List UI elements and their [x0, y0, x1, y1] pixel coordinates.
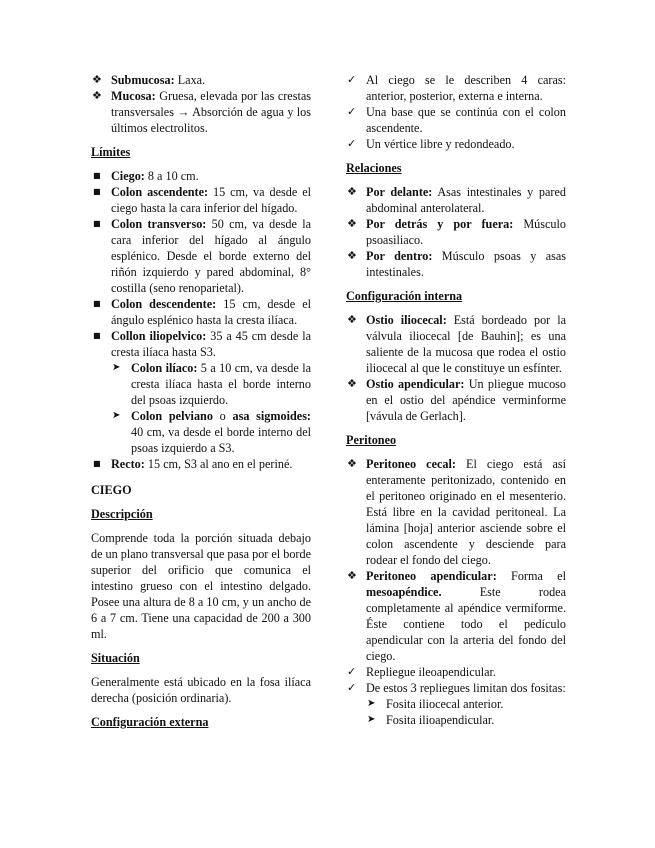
list-item	[346, 664, 566, 680]
sub-list-item	[366, 712, 566, 728]
section-heading-ciego: CIEGO	[91, 483, 132, 497]
item-text: 15 cm, desde el ángulo esplénico hasta la cresta ilíaca.	[111, 297, 311, 327]
list-item	[91, 168, 311, 184]
fositas-sublist	[366, 696, 566, 728]
square-bullet-icon: ■	[93, 171, 101, 180]
section-heading-relaciones: Relaciones	[346, 161, 402, 175]
item-text: Repliegue ileoapendicular.	[366, 665, 496, 679]
item-term: Collon iliopelvico:	[111, 329, 207, 343]
section-heading-peritoneo: Peritoneo	[346, 433, 397, 447]
square-bullet-icon: ■	[93, 187, 101, 196]
arrow-bullet-icon: ➤	[367, 714, 376, 725]
diamond-bullet-icon: ❖	[347, 313, 357, 326]
diamond-bullet-icon: ❖	[92, 89, 102, 102]
item-text: o	[212, 409, 233, 423]
section-heading-descripcion: Descripción	[91, 507, 153, 521]
list-item	[91, 184, 311, 216]
item-text: Un pliegue mucoso en el ostio del apéndice verminforme [vávula de Gerlach].	[366, 377, 566, 423]
diamond-bullet-icon: ❖	[347, 185, 357, 198]
limites-list	[91, 168, 311, 472]
list-item	[91, 72, 311, 88]
item-text: Músculo psoas y asas intestinales.	[366, 249, 567, 279]
list-item	[91, 456, 311, 472]
check-bullet-icon: ✓	[347, 681, 357, 694]
list-item	[91, 296, 311, 328]
item-text: 15 cm, va desde el ciego hasta la cara inferior del hígado.	[111, 185, 311, 215]
config-interna-list	[346, 312, 566, 424]
item-text: Un vértice libre y redondeado.	[366, 137, 515, 151]
section-heading-limites: Límites	[91, 145, 131, 159]
item-term: Por detrás y por fuera:	[366, 217, 514, 231]
diamond-bullet-icon: ❖	[347, 377, 357, 390]
list-item	[346, 456, 566, 568]
item-text: Al ciego se le describen 4 caras: anterior, posterior, externa e interna.	[366, 73, 566, 103]
item-text: Forma el	[496, 569, 566, 583]
item-term: Colon pelviano	[131, 409, 213, 423]
item-text: 50 cm, va desde la cara inferior del hígado al ángulo esplénico. Desde el borde externo del riñón izquierdo y pared abdominal, 8° costilla (seno renoparietal).	[111, 217, 311, 295]
item-text: Una base que se continúa con el colon ascendente.	[366, 105, 566, 135]
arrow-bullet-icon: ➤	[112, 410, 121, 421]
list-item	[346, 72, 566, 104]
section-heading-situacion: Situación	[91, 651, 140, 665]
check-bullet-icon: ✓	[347, 73, 357, 86]
list-item	[346, 104, 566, 136]
list-item	[346, 568, 566, 664]
left-column	[91, 72, 311, 738]
item-term: Por delante:	[366, 185, 433, 199]
list-item	[346, 680, 566, 728]
list-item	[346, 136, 566, 152]
item-text: Músculo psoasiliaco.	[366, 217, 566, 247]
item-text: 40 cm, va desde el borde interno del psoas izquierdo a S3.	[131, 425, 311, 455]
list-item	[346, 184, 566, 216]
item-term: Colon descendente:	[111, 297, 217, 311]
item-text: Asas intestinales y pared abdominal anterolateral.	[366, 185, 566, 215]
item-text: El ciego está así enteramente peritonizado, contenido en el peritoneo originado en el mesenterio. Está libre en la cavidad peritoneal. La lámina [hoja] anterior asciende sobre el colon ascendente y desciende para rodear el fondo del ciego.	[366, 457, 566, 567]
diamond-bullet-icon: ❖	[347, 569, 357, 582]
sub-list-item	[111, 360, 311, 408]
list-item	[346, 312, 566, 376]
diamond-bullet-icon: ❖	[347, 457, 357, 470]
item-text: Fosita iliocecal anterior.	[386, 697, 504, 711]
caras-list	[346, 72, 566, 152]
item-text: De estos 3 repliegues limitan dos fositas:	[366, 681, 566, 695]
square-bullet-icon: ■	[93, 459, 101, 468]
square-bullet-icon: ■	[93, 219, 101, 228]
item-term: Ciego:	[111, 169, 145, 183]
situacion-text: Generalmente está ubicado en la fosa ilíaca derecha (posición ordinaria).	[91, 675, 311, 705]
square-bullet-icon: ■	[93, 331, 101, 340]
item-text: Este rodea completamente al apéndice vermiforme. Éste contiene todo el pedículo apendicular con la arteria del fondo del ciego.	[366, 585, 566, 663]
peritoneo-list	[346, 456, 566, 728]
item-term: Colon ascendente:	[111, 185, 209, 199]
diamond-bullet-icon: ❖	[347, 249, 357, 262]
item-text: Gruesa, elevada por las crestas transversales → Absorción de agua y los últimos electrolitos.	[111, 89, 311, 135]
item-term: Mucosa:	[111, 89, 156, 103]
check-bullet-icon: ✓	[347, 137, 357, 150]
arrow-bullet-icon: ➤	[112, 362, 121, 373]
sub-list-item	[366, 696, 566, 712]
item-term: Ostio apendicular:	[366, 377, 465, 391]
list-item	[346, 376, 566, 424]
item-term: Submucosa:	[111, 73, 175, 87]
check-bullet-icon: ✓	[347, 665, 357, 678]
list-item	[91, 328, 311, 456]
item-term: mesoapéndice.	[366, 585, 442, 599]
item-text: Está bordeado por la válvula iliocecal [de Bauhin]; es una saliente de la mucosa que rodea el ostio iliocecal al que le constituye un esfínter.	[366, 313, 566, 375]
list-item	[346, 216, 566, 248]
item-text: Fosita ilioapendicular.	[386, 713, 495, 727]
right-column	[346, 72, 566, 732]
item-text: 15 cm, S3 al ano en el periné.	[144, 457, 293, 471]
item-text: Laxa.	[174, 73, 206, 87]
section-heading-config-externa: Configuración externa	[91, 715, 209, 729]
sub-list-item	[111, 408, 311, 456]
check-bullet-icon: ✓	[347, 105, 357, 118]
item-term: asa sigmoides:	[232, 409, 311, 423]
item-term: Por dentro:	[366, 249, 433, 263]
item-text: 35 a 45 cm desde la cresta ilíaca hasta S3.	[111, 329, 312, 359]
iliopelvico-sublist	[111, 360, 311, 456]
square-bullet-icon: ■	[93, 299, 101, 308]
intro-list	[91, 72, 311, 136]
item-term: Recto:	[111, 457, 145, 471]
list-item	[346, 248, 566, 280]
item-term: Peritoneo apendicular:	[366, 569, 497, 583]
relaciones-list	[346, 184, 566, 280]
item-term: Colon transverso:	[111, 217, 207, 231]
item-term: Ostio iliocecal:	[366, 313, 447, 327]
item-text: 8 a 10 cm.	[144, 169, 199, 183]
section-heading-config-interna: Configuración interna	[346, 289, 463, 303]
item-term: Peritoneo cecal:	[366, 457, 456, 471]
diamond-bullet-icon: ❖	[92, 73, 102, 86]
item-text: 5 a 10 cm, va desde la cresta ilíaca hasta el borde interno del psoas izquierdo.	[131, 361, 311, 407]
diamond-bullet-icon: ❖	[347, 217, 357, 230]
item-term: Colon ilíaco:	[131, 361, 198, 375]
list-item	[91, 88, 311, 136]
descripcion-text: Comprende toda la porción situada debajo de un plano transversal que pasa por el borde superior del orificio que comunica el intestino grueso con el intestino delgado. Posee una altura de 8 a 10 cm, y un ancho de 6 a 7 cm. Tiene una capacidad de 200 a 300 ml.	[91, 531, 311, 641]
arrow-bullet-icon: ➤	[367, 698, 376, 709]
list-item	[91, 216, 311, 296]
